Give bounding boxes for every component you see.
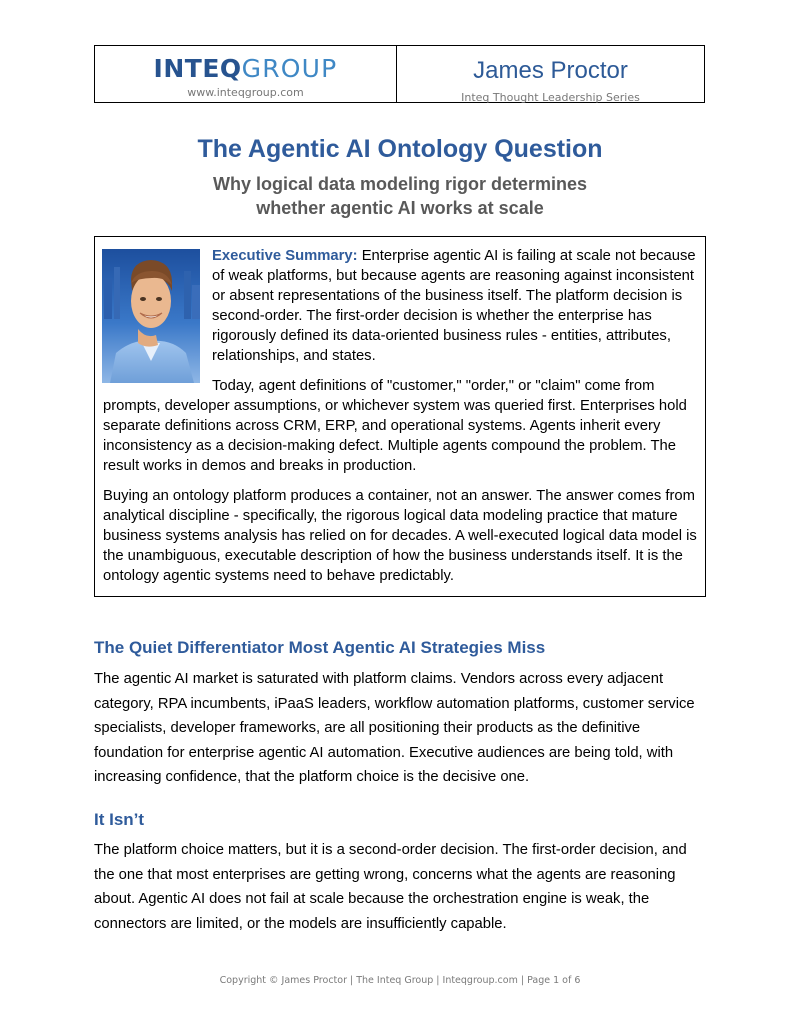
header-author-cell xyxy=(397,46,704,102)
author-name: James Proctor xyxy=(473,57,628,84)
website-text: www.inteqgroup.com xyxy=(187,86,304,99)
subtitle-line-2: whether agentic AI works at scale xyxy=(256,198,544,218)
summary-paragraph-2: Today, agent definitions of "customer," "order," or "claim" come from prompts, developer assumptions, or whichever system was queried first. Enterprises hold separate definitions across CRM, ERP, and operational systems. Agents inherit every inconsistency as a decision-making defect. Multiple agents compound the problem. The result works in demos and breaks in production. xyxy=(103,378,687,474)
section-body-it-isnt: The platform choice matters, but it is a second-order decision. The first-order decision, and the one that most enterprises are getting wrong, concerns what the agents are reasoning about. Agentic AI does not fail at scale because the orchestration engine is weak, the connectors are limited, or the models are insufficiently capable. xyxy=(94,842,687,932)
header-logo-cell xyxy=(95,46,397,102)
document-subtitle xyxy=(0,172,800,220)
document-title: The Agentic AI Ontology Question xyxy=(197,135,603,163)
series-name: Inteq Thought Leadership Series xyxy=(461,91,640,104)
subtitle-line-1: Why logical data modeling rigor determines xyxy=(212,174,588,194)
logo-bold-text: INTEQ xyxy=(153,54,242,83)
section-heading-it-isnt: It Isn’t xyxy=(94,810,145,829)
summary-paragraph-3: Buying an ontology platform produces a container, not an answer. The answer comes from analytical discipline - specifically, the rigorous logical data modeling practice that mature business systems analysis has relied on for decades. A well-executed logical data model is the unambiguous, executable description of how the business understands itself. It is the ontology agentic systems need to behave predictably. xyxy=(103,488,697,584)
logo-light-text: GROUP xyxy=(241,54,338,83)
document-header xyxy=(94,45,705,103)
inteq-group-logo xyxy=(154,55,338,83)
author-portrait-photo xyxy=(102,249,200,383)
section-body-quiet-differentiator: The agentic AI market is saturated with platform claims. Vendors across every adjacent category, RPA incumbents, iPaaS leaders, workflow automation platforms, customer service specialists, developer frameworks, are all positioning their products as the definitive foundation for enterprise agentic AI automation. Executive audiences are being told, with increasing confidence, that the platform choice is the decisive one. xyxy=(94,671,695,785)
executive-summary-label: Executive Summary: xyxy=(212,248,358,264)
summary-paragraph-1-text: Enterprise agentic AI is failing at scale not because of weak platforms, but because agents are reasoning against inconsistent or absent representations of the business itself. The platform decision is second-order. The first-order decision is whether the enterprise has rigorously defined its data-oriented business rules - entities, attributes, relationships, and states. xyxy=(212,248,696,364)
executive-summary-box xyxy=(94,236,706,597)
section-heading-quiet-differentiator: The Quiet Differentiator Most Agentic AI Strategies Miss xyxy=(94,638,546,657)
page-footer: Copyright © James Proctor | The Inteq Group | Inteqgroup.com | Page 1 of 6 xyxy=(219,975,581,986)
